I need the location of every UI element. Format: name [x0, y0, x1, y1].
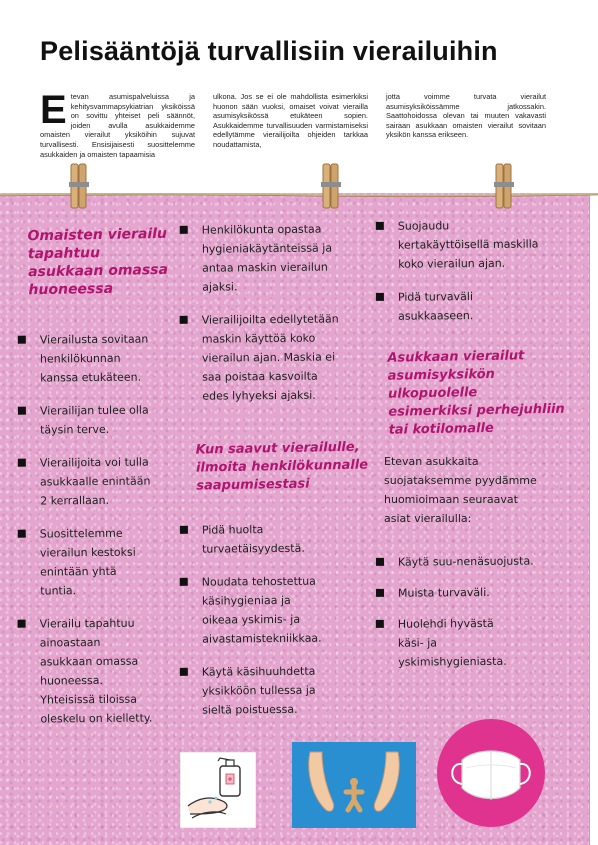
rule-item [18, 523, 179, 600]
heading-outside-visits [387, 346, 589, 439]
rules-list-3-top [376, 216, 586, 325]
rule-line: maskin käyttöä koko [201, 331, 316, 346]
bullet-icon [18, 407, 26, 415]
rule-item [180, 571, 376, 649]
rule-line: vierailun ajan. Maskia ei [201, 350, 336, 365]
bullet-icon [180, 668, 188, 676]
bullet-icon [180, 316, 188, 324]
para-line: asiat vierailulla: [384, 512, 472, 525]
rule-line: Vierailijoilta edellytetään [201, 312, 339, 327]
rule-line: asukkaan omassa [39, 654, 139, 669]
rule-line: henkilökunnan [39, 351, 121, 366]
heading-line: ilmoita henkilökunnalle [195, 457, 369, 476]
rules-list-2-top [180, 220, 375, 405]
heading-line: tai kotilomalle [388, 420, 494, 438]
outside-visits-intro [384, 452, 584, 528]
heading-line: tapahtuu [27, 245, 101, 263]
rule-line: kertakäyttöisellä maskilla [397, 237, 539, 252]
rule-line: huoneessa. [40, 673, 104, 688]
rule-line: käsi- ja [397, 636, 438, 650]
rule-line: Henkilökunta opastaa [201, 222, 322, 237]
rule-line: koko vierailun ajan. [398, 256, 506, 271]
rule-line: Suosittelemme [39, 526, 123, 541]
intro-column-3: jotta voimme turvata vierailut asumisyksiköissämme jatkossakin. Saattohoidossa olevan tai muuten vakavasti sairaan asukkaan omaisten vierailut sovitaan yksikön kanssa erikseen. [386, 92, 546, 140]
rule-line: Käytä suu-nenäsuojusta. [397, 554, 534, 569]
rules-list-1 [18, 330, 178, 728]
rule-line: yskimishygieniasta. [398, 654, 507, 669]
bullet-icon [376, 620, 384, 628]
bullet-icon [180, 526, 188, 534]
intro-column-2: ulkona. Jos se ei ole mahdollista esimerkiksi huonon sään vuoksi, omaiset voivat vierailla asumisyksikössä etukäteen sopien. Asukkaidemme turvallisuuden varmistamiseksi edellytämme vierailijoilta ohjeiden tarkkaa noudattamista, [213, 92, 368, 149]
rule-item [376, 613, 586, 672]
rule-line: Vierailijoita voi tulla [39, 455, 149, 470]
heading-visits-in-room [27, 225, 178, 300]
rule-line: Huolehdi hyvästä [397, 616, 494, 631]
bullet-icon [180, 226, 188, 234]
rule-line: saa poistaa kasvoilta [202, 369, 318, 384]
heading-line: saapumisestasi [196, 476, 310, 494]
rule-line: enintään yhtä [40, 564, 117, 579]
rule-line: tuntia. [40, 584, 77, 598]
rule-line: Noudata tehostettua [201, 574, 316, 589]
rule-line: Vierailu tapahtuu [39, 616, 135, 631]
heading-line: Kun saavut vierailulle, [195, 439, 360, 458]
clothespin-icon [493, 162, 515, 210]
heading-line: huoneessa [28, 280, 114, 299]
rule-line: Yhteisissä tiloissa [40, 692, 138, 707]
rule-line: Muista turvaväli. [397, 585, 490, 600]
rule-line: oikeaa yskimis- ja [202, 612, 301, 627]
rule-line: turvaetäisyydestä. [202, 541, 305, 556]
rule-line: aivastamistekniikkaa. [202, 631, 322, 646]
rule-line: yksikköön tullessa ja [201, 683, 316, 698]
rule-line: hygieniakäytänteissä ja [201, 241, 333, 256]
clothespin-icon [68, 162, 90, 210]
intro-column-1 [40, 88, 195, 170]
bullet-icon [18, 459, 26, 467]
para-line: suojataksemme pyydämme [384, 474, 537, 487]
heading-line: Asukkaan vierailut [387, 348, 525, 366]
rule-line: ajaksi. [202, 280, 238, 294]
handwash-icon [180, 752, 256, 828]
bullet-icon [180, 578, 188, 586]
rule-item [180, 219, 376, 297]
heading-line: asumisyksikön ulkopuolelle [387, 366, 495, 402]
rule-item [180, 661, 375, 720]
rule-line: 2 kerrallaan. [40, 493, 110, 508]
rule-line: oleskelu on kielletty. [40, 711, 153, 726]
rule-item [376, 551, 586, 572]
rule-item [18, 613, 179, 728]
rule-item [180, 519, 375, 559]
rule-item [376, 582, 586, 603]
bullet-icon [376, 589, 384, 597]
bullet-icon [18, 620, 26, 628]
bullet-icon [18, 530, 26, 538]
heading-line: Omaisten vierailu [27, 225, 168, 245]
clothespin-icon [320, 162, 342, 210]
rule-item [376, 215, 586, 274]
rule-line: vierailun kestoksi [39, 545, 136, 560]
rule-line: sieltä poistuessa. [202, 702, 298, 717]
heading-line: esimerkiksi perhejuhliin [388, 401, 565, 420]
rule-line: asukkaalle enintään [39, 474, 151, 489]
rule-item [180, 309, 376, 406]
page-title: Pelisääntöjä turvallisiin vierailuihin [40, 36, 498, 66]
rule-line: antaa maskin vierailun [202, 260, 328, 275]
rules-list-3-bottom [376, 552, 586, 671]
rule-item [18, 329, 178, 387]
rule-line: käsihygieniaa ja [201, 593, 291, 608]
face-mask-icon [436, 718, 546, 828]
rule-line: ainoastaan [39, 635, 101, 650]
bullet-icon [376, 222, 384, 230]
rule-line: edes lyhyeksi ajaksi. [202, 388, 316, 403]
bullet-icon [18, 336, 26, 344]
rule-item [18, 400, 178, 439]
rule-line: Vierailusta sovitaan [39, 332, 149, 347]
protecting-hands-icon [292, 742, 416, 828]
rule-item [18, 452, 178, 510]
heading-line: asukkaan omassa [28, 261, 169, 281]
bullet-icon [376, 558, 384, 566]
rule-line: Pidä huolta [201, 523, 264, 537]
rule-line: Käytä käsihuuhdetta [201, 664, 316, 679]
bullet-icon [376, 293, 384, 301]
rule-line: Pidä turvaväli [397, 290, 474, 304]
para-line: huomioimaan seuraavat [384, 493, 518, 506]
rule-item [376, 286, 586, 326]
heading-arrival [196, 438, 377, 495]
rule-line: kanssa etukäteen. [40, 370, 142, 385]
rule-line: täysin terve. [40, 422, 110, 437]
drop-cap: E [40, 88, 67, 132]
rule-line: asukkaaseen. [398, 309, 474, 323]
rules-list-2-bottom [180, 520, 375, 719]
para-line: Etevan asukkaita [384, 455, 479, 468]
rule-line: Vierailijan tulee olla [39, 403, 149, 418]
rule-line: Suojaudu [397, 219, 450, 233]
intro-text-1: tevan asumispalveluissa ja kehitysvammapsykiatrian yksiköissä on sovittu yhteiset peli säännöt, joiden avulla asukkaidemme omaisten vierailut yksiköihin sujuvat turvallisesti. Ensisijaisesti suosittelemme asukkaiden ja omaisten tapaamisia [40, 92, 195, 159]
